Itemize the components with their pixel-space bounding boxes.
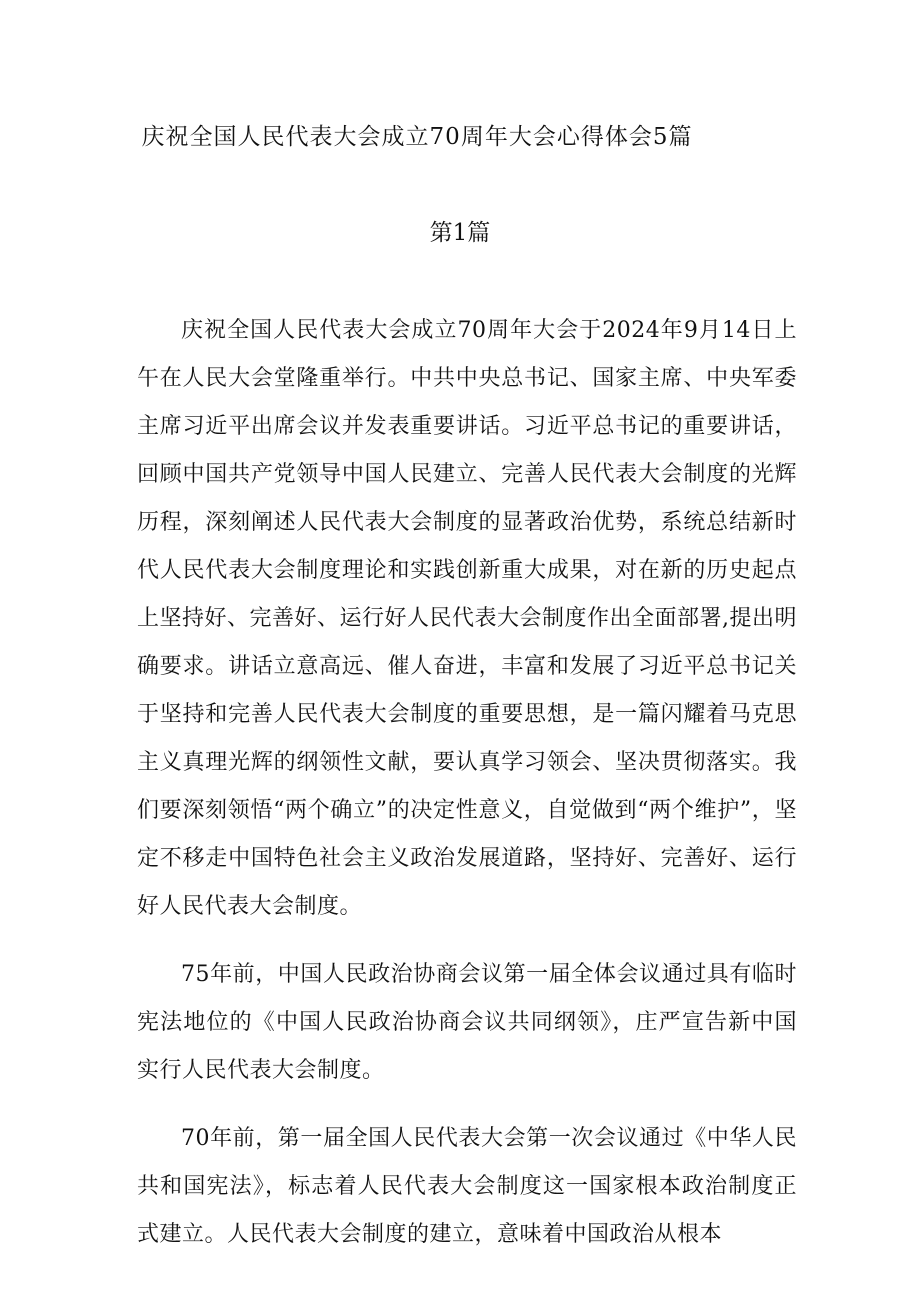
document-body bbox=[137, 307, 797, 1279]
paragraph: 庆祝全国人民代表大会成立70周年大会于2024年9月14日上午在人民大会堂隆重举行。中共中央总书记、国家主席、中央军委主席习近平出席会议并发表重要讲话。习近平总书记的重要讲话，回顾中国共产党领导中国人民建立、完善人民代表大会制度的光辉历程，深刻阐述人民代表大会制度的显著政治优势，系统总结新时代人民代表大会制度理论和实践创新重大成果，对在新的历史起点上坚持好、完善好、运行好人民代表大会制度作出全面部署,提出明确要求。讲话立意高远、催人奋进，丰富和发展了习近平总书记关于坚持和完善人民代表大会制度的重要思想，是一篇闪耀着马克思主义真理光辉的纲领性文献，要认真学习领会、坚决贯彻落实。我们要深刻领悟“两个确立”的决定性意义，自觉做到“两个维护”，坚定不移走中国特色社会主义政治发展道路，坚持好、完善好、运行好人民代表大会制度。 bbox=[137, 318, 797, 919]
section-heading: 第1篇 bbox=[429, 220, 491, 246]
document-title: 庆祝全国人民代表大会成立70周年大会心得体会5篇 bbox=[141, 124, 693, 150]
paragraph: 70年前，第一届全国人民代表大会第一次会议通过《中华人民共和国宪法》，标志着人民代表大会制度这一国家根本政治制度正式建立。人民代表大会制度的建立，意味着中国政治从根本 bbox=[137, 1126, 797, 1247]
paragraph: 75年前，中国人民政治协商会议第一届全体会议通过具有临时宪法地位的《中国人民政治协商会议共同纲领》，庄严宣告新中国实行人民代表大会制度。 bbox=[137, 962, 797, 1083]
